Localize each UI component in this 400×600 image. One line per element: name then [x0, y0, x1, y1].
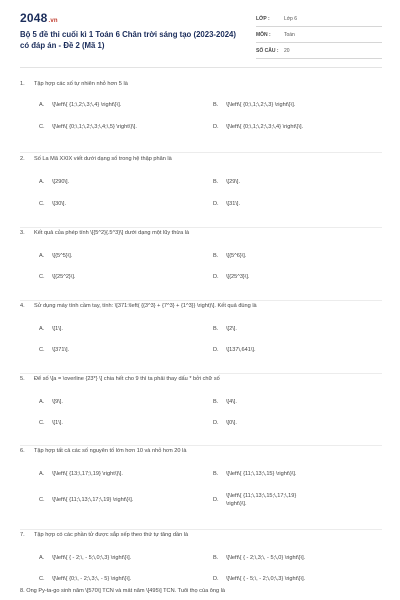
option-text-line-1: \[\left\{ {11;\,13;\,15;\,17;\,19} [226, 493, 297, 499]
option-label: B. [213, 253, 219, 259]
option-label: D. [213, 201, 219, 207]
answer-option-b[interactable] [213, 252, 246, 260]
option-text: \[0\]. [226, 420, 237, 426]
option-label: B. [213, 102, 219, 108]
question-2 [20, 156, 382, 228]
option-text: \[{25^2}\]. [52, 274, 76, 280]
question-number: 5. [20, 376, 25, 382]
question-stem [20, 303, 257, 309]
logo-text: 2048 [20, 11, 48, 25]
answer-option-a[interactable] [39, 178, 69, 186]
answer-option-c[interactable] [39, 123, 137, 131]
option-label: D. [213, 576, 219, 582]
answer-option-a[interactable] [39, 470, 123, 478]
document-title: Bộ 5 đề thi cuối kì 1 Toán 6 Chân trời sáng tạo (2023-2024) có đáp án - Đề 2 (Mã 1) [20, 30, 236, 50]
answer-option-b[interactable] [213, 325, 237, 333]
answer-option-c[interactable] [39, 575, 131, 583]
option-label: C. [39, 274, 45, 280]
option-text: \[2\]. [226, 326, 237, 332]
option-label: A. [39, 102, 45, 108]
site-logo[interactable] [20, 11, 58, 25]
answer-option-c[interactable] [39, 273, 75, 281]
option-text: \[30\]. [52, 201, 66, 207]
answer-option-d[interactable] [213, 575, 305, 583]
option-text: \[9\]. [52, 399, 63, 405]
option-text: \[1\]. [52, 420, 63, 426]
option-label: A. [39, 326, 45, 332]
meta-row-subject [256, 29, 382, 43]
question-text: Tập hợp các số tự nhiên nhỏ hơn 5 là [34, 81, 128, 87]
option-label: A. [39, 399, 45, 405]
answer-option-b[interactable] [213, 178, 240, 186]
answer-option-d[interactable] [213, 123, 303, 131]
option-label: A. [39, 253, 45, 259]
meta-key: MÔN : [256, 32, 271, 38]
option-text: \[\left\{ {0;\,1;\,2;\,3} \right\}\]. [226, 102, 296, 108]
option-text: \[\left\{ {11;\,13;\,15} \right\}\]. [226, 471, 297, 477]
question-6 [20, 448, 382, 530]
option-label: A. [39, 471, 45, 477]
document-meta [256, 13, 382, 61]
question-text: Số La Mã XXIX viết dưới dạng số trong hệ thập phân là [34, 156, 172, 162]
answer-option-a[interactable] [39, 325, 63, 333]
answer-option-b[interactable] [213, 101, 295, 109]
option-text: \[\left\{ { - 5;\, - 2;\,0;\,3} \right\}\]. [226, 576, 306, 582]
answer-option-c[interactable] [39, 496, 133, 504]
question-5 [20, 376, 382, 446]
question-stem [20, 156, 172, 162]
option-label: C. [39, 347, 45, 353]
question-number: 1. [20, 81, 25, 87]
question-number: 4. [20, 303, 25, 309]
question-text: Kết quả của phép tính \[{5^2}{.5^3}\] dưới dạng một lũy thừa là [34, 230, 190, 236]
header-divider [20, 67, 382, 68]
option-text: \[\left\{ { - 2;\, - 5;\,0;\,3} \right\}\]. [52, 555, 132, 561]
option-text: \[\left\{ {0;\, - 2;\,3;\, - 5} \right\}\]. [52, 576, 132, 582]
answer-option-d[interactable] [213, 200, 240, 208]
meta-row-class [256, 13, 382, 27]
meta-key: LỚP : [256, 16, 270, 22]
answer-option-b[interactable] [213, 554, 305, 562]
answer-option-d[interactable] [213, 273, 249, 281]
answer-option-b[interactable] [213, 470, 297, 478]
option-label: D. [213, 124, 219, 130]
option-text: \[\left\{ { - 2;\,3;\, - 5;\,0} \right\}\]. [226, 555, 306, 561]
option-text: \[290\]. [52, 179, 70, 185]
option-label: B. [213, 326, 219, 332]
question-8-partial: 8. Ông Py-ta-go sinh năm \[570\] TCN và mất năm \[495\] TCN. Tuổi thọ của ông là [20, 588, 225, 594]
question-list [20, 81, 382, 600]
question-stem [20, 230, 189, 236]
option-label: B. [213, 179, 219, 185]
question-text: Tập hợp có các phần tử được sắp xếp theo thứ tự tăng dần là [34, 532, 189, 538]
answer-option-d[interactable] [213, 346, 256, 354]
option-label: C. [39, 497, 45, 503]
option-text: \[{5^6}\]. [226, 253, 247, 259]
question-number: 6. [20, 448, 25, 454]
answer-option-a[interactable] [39, 252, 72, 260]
option-label: B. [213, 555, 219, 561]
option-text: \[371\]. [52, 347, 70, 353]
option-text: \[{5^5}\]. [52, 253, 73, 259]
option-text: \[\left\{ {0;\,1;\,2;\,3;\,4;\,5} \right\}\]. [52, 124, 137, 130]
question-1 [20, 81, 382, 153]
meta-key: SỐ CÂU : [256, 48, 279, 54]
option-label: C. [39, 420, 45, 426]
option-text: \[4\]. [226, 399, 237, 405]
answer-option-b[interactable] [213, 398, 237, 406]
option-label: D. [213, 274, 219, 280]
document-header [0, 0, 400, 64]
question-text: Sử dụng máy tính cầm tay, tính: \[371:\left( {{3^3} + {7^3} + {1^3}} \right)\]. Kết quả đúng là [34, 303, 257, 309]
option-label: C. [39, 124, 45, 130]
meta-value: Toán [284, 32, 295, 38]
question-text: Để số \[a = \overline {23*} \] chia hết cho 9 thì ta phải thay dấu * bởi chữ số [34, 376, 220, 382]
meta-value: Lớp 6 [284, 16, 298, 22]
answer-option-a[interactable] [39, 554, 131, 562]
meta-value: 20 [284, 48, 290, 54]
option-text: \[\left\{ {1;\,2;\,3;\,4} \right\}\]. [52, 102, 122, 108]
option-label: C. [39, 201, 45, 207]
question-number: 3. [20, 230, 25, 236]
question-stem [20, 376, 220, 382]
meta-row-count [256, 45, 382, 59]
option-label: C. [39, 576, 45, 582]
option-text: \[\left\{ {13;\,17;\,19} \right\}\]. [52, 471, 123, 477]
option-label: B. [213, 399, 219, 405]
option-text: \[{25^3}\]. [226, 274, 250, 280]
answer-option-d[interactable] [213, 492, 296, 508]
answer-option-a[interactable] [39, 398, 63, 406]
question-text: Tập hợp tất cả các số nguyên tố lớn hơn 10 và nhỏ hơn 20 là [34, 448, 187, 454]
option-label: D. [213, 420, 219, 426]
answer-option-c[interactable] [39, 419, 63, 427]
answer-option-a[interactable] [39, 101, 121, 109]
option-label: D. [213, 497, 219, 503]
logo-suffix: .vn [48, 18, 58, 24]
question-4 [20, 303, 382, 374]
option-text: \[31\]. [226, 201, 240, 207]
option-text: \[137\,641\]. [226, 347, 256, 353]
question-3 [20, 230, 382, 301]
option-text: \[\left\{ {0;\,1;\,2;\,3;\,4} \right\}\]. [226, 124, 304, 130]
option-text-line-2: \right\}\]. [226, 501, 247, 507]
question-number: 7. [20, 532, 25, 538]
question-number: 2. [20, 156, 25, 162]
option-label: A. [39, 179, 45, 185]
option-label: D. [213, 347, 219, 353]
option-text [226, 492, 296, 508]
option-label: A. [39, 555, 45, 561]
question-stem [20, 532, 188, 538]
answer-option-d[interactable] [213, 419, 237, 427]
answer-option-c[interactable] [39, 346, 69, 354]
question-stem [20, 448, 186, 454]
option-text: \[1\]. [52, 326, 63, 332]
option-text: \[29\]. [226, 179, 240, 185]
option-text: \[\left\{ {11;\,13;\,17;\,19} \right\}\]. [52, 497, 134, 503]
answer-option-c[interactable] [39, 200, 66, 208]
option-label: B. [213, 471, 219, 477]
question-stem [20, 81, 128, 87]
